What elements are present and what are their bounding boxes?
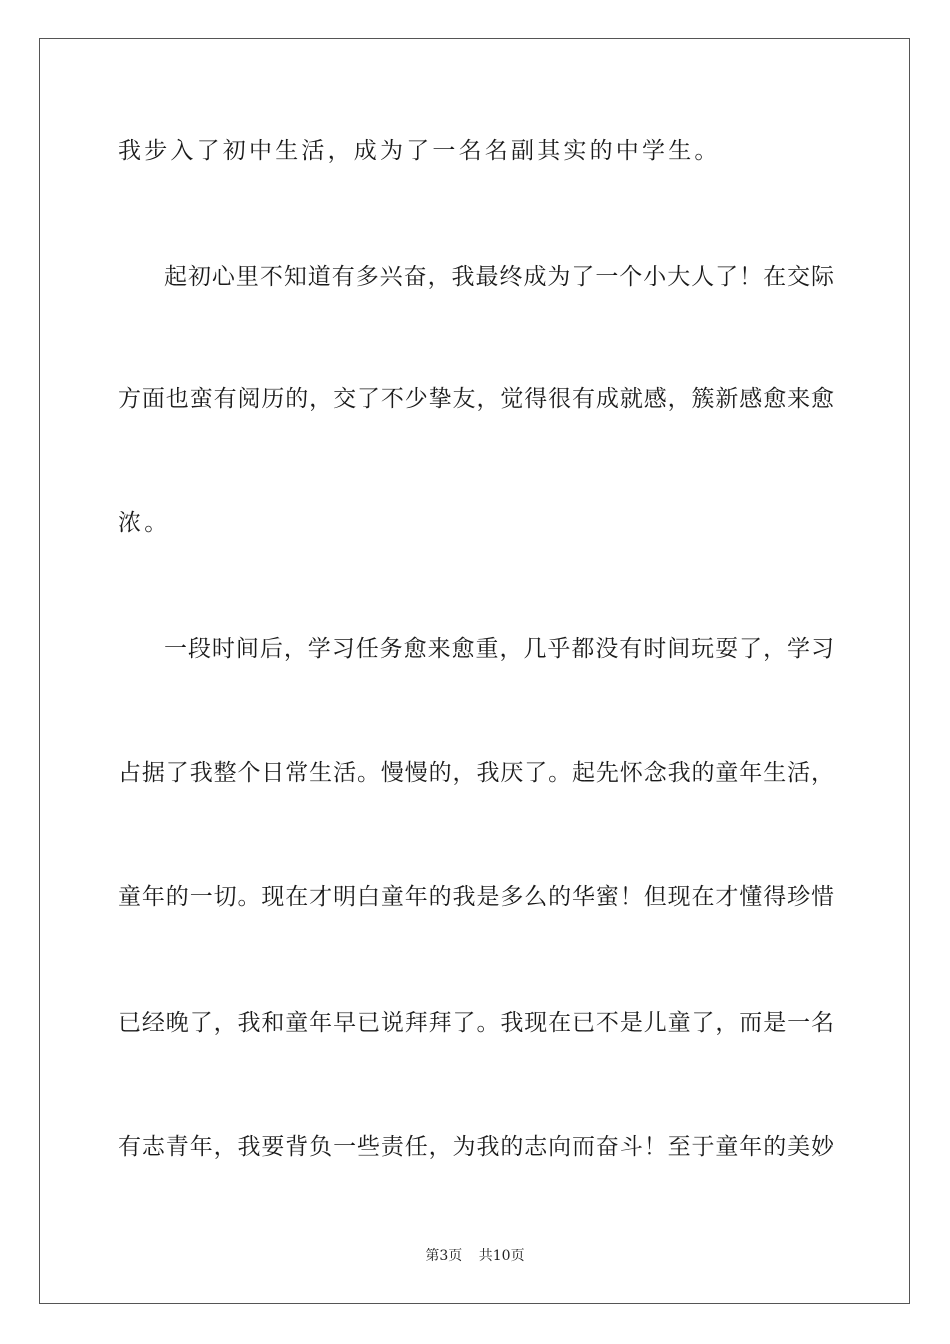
text-line-3: 方面也蛮有阅历的，交了不少挚友，觉得很有成就感，簇新感愈来愈 xyxy=(118,386,834,412)
page-number: 第3页 xyxy=(425,1248,463,1264)
page-total: 共10页 xyxy=(478,1248,525,1264)
text-line-8: 已经晚了，我和童年早已说拜拜了。我现在已不是儿童了，而是一名 xyxy=(118,1010,834,1036)
text-line-7: 童年的一切。现在才明白童年的我是多么的华蜜！但现在才懂得珍惜 xyxy=(118,884,834,910)
text-line-9: 有志青年，我要背负一些责任，为我的志向而奋斗！至于童年的美妙 xyxy=(118,1134,834,1160)
text-line-4: 浓。 xyxy=(118,510,171,536)
text-line-5: 一段时间后，学习任务愈来愈重，几乎都没有时间玩耍了，学习 xyxy=(164,636,834,662)
text-line-1: 我步入了初中生活，成为了一名名副其实的中学生。 xyxy=(118,138,721,164)
text-line-2: 起初心里不知道有多兴奋，我最终成为了一个小大人了！在交际 xyxy=(164,264,834,290)
page-frame xyxy=(39,38,910,1304)
page-footer xyxy=(0,1247,950,1265)
text-line-6: 占据了我整个日常生活。慢慢的，我厌了。起先怀念我的童年生活， xyxy=(118,760,834,786)
